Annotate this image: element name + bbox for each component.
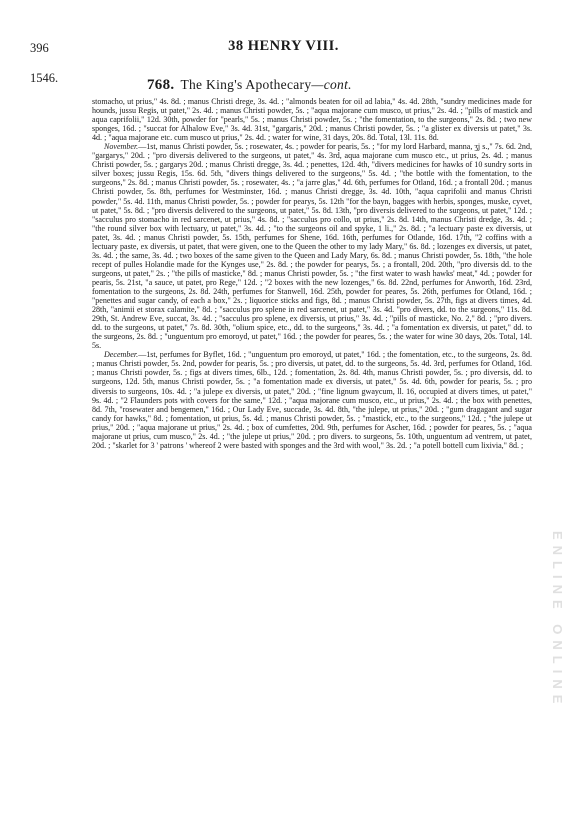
entry-continued: —cont. bbox=[311, 77, 352, 92]
running-title: 38 HENRY VIII. bbox=[228, 38, 339, 54]
paragraph-november bbox=[92, 142, 532, 350]
entry-body bbox=[92, 97, 532, 450]
paragraph-text: —1st, perfumes for Byflet, 16d. ; "unguentum pro emoroyd, ut patet," 16d. ; the fomentation, etc., to the surgeons, 2s. 8d. ; manus Christi powder, 5s. 2nd, powder for pearis, 5s. ; pro diversis, ut patet, dd. to the surgeons, 5s. 4d. 3rd, perfumes for Otland, 16d. ; manus Christi powder, 5s. ; figs at divers times, 6lb., 12d. ; fomentation, 2s. 8d. 4th, manus Christi powder, 5s. ; pro diversis, dd. to surgeons, 12d. 5th, manus Christi powder, 5s. ; "a fomentation made ex diversis, ut patet," 5s. 4d. 6th, powder for pearis, 5s. ; pro diversis to surgeons, 10s. 4d. ; "a julepe ex diversis, ut patet," 20d. ; "fine lignum gwaycum, ll. 16, occupied at divers times, ut patet," 9s. 4d. ; "2 Flaunders pots with covers for the same," 12d. ; "aqua majorane cum musco, etc., ut prius," 2s. 4d. ; the box with penettes, 8d. 7th, "rosewater and bengemen," 16d. ; Our Lady Eve, succade, 3s. 4d. 8th, "the julepe, ut prius," 20d. ; "gum dragagant and sugar candy for hawks," 8d. ; fomentation, ut prius, 5s. 4d. ; manus Christi powder, 5s. ; "mastick, etc., to the surgeons," 12d. ; "the julepe ut prius," 20d. ; "aqua majorane ut prius," 2s. 4d. ; box of cumfettes, 20d. 9th, perfumes for Ascher, 16d. ; powder for peares, 5s. ; "aqua majorane ut prius, cum musco," 2s. 4d. ; "the julepe ut prius," 20d. ; pro divers. to surgeons, 5s. 10th, unguentum ad ventrem, ut patet, 20d. ; "skarlet for 3 ' patrons ' whereof 2 were basted with sponges and the 3rd with wool," 3s. 2d. ; "a potell bottell cum lixivia," 8d. ; bbox=[92, 350, 532, 450]
month-label: December. bbox=[104, 350, 139, 360]
watermark: ENLINE ONLINE bbox=[550, 530, 565, 710]
paragraph-text: stomacho, ut prius," 4s. 8d. ; manus Christi drege, 3s. 4d. ; "almonds beaten for oil ad labia," 4s. 4d. 28th, "sundry medicines made for hounds, jussu Regis, ut patet," 2s. 4d. ; manus Christi powder, 5s. ; "aqua majorane cum musco, ut prius," 2s. 4d. ; "pills of mastick and aqua caprifolii," 12d. 30th, powder for "pearls," 5s. ; manus Christi powder, 5s. ; "the fomentation, to the surgeons," 2s. 8d. ; two new sponges, 16d. ; "succat for Alhalow Eve," 3s. 4d. 31st, "gargaris," 20d. ; manus Christi powder, 5s. ; "a glister ex diversis ut patet," 3s. 4d. ; "aqua majorane etc. cum musco ut prius," 2s. 4d. ; water for wine, 31 days, 20s. 8d. Total, 13l. 11s. 8d. bbox=[92, 97, 532, 143]
running-header bbox=[0, 38, 567, 60]
year-marginal: 1546. bbox=[30, 71, 59, 85]
paragraph-october-continued bbox=[92, 97, 532, 142]
page-number: 396 bbox=[30, 41, 49, 55]
month-label: November. bbox=[104, 142, 139, 152]
paragraph-text: —1st, manus Christi powder, 5s. ; rosewater, 4s. ; powder for pearis, 5s. ; "for my lord Harbard, manna, ʒj s.," 7s. 6d. 2nd, "gargarys," 20d. ; "pro diversis delivered to the surgeons, ut patet," 4s. 3rd, aqua majorane cum musco etc., ut prius, 2s. 4d. ; manus Christi powder, 5s. ; gargarys 20d. ; manus Christi dregge, 3s. 4d. ; penettes, 12d. 4th, "divers medicines for hawks of 10 sundry sorts in silver boxes; jussu Regis, 15s. 6d. 5th, "divers things delivered to the surgeons," 5s. 4d. ; "the bottle with the fomentation, to the surgeons," 2s. 8d. ; manus Christi powder, 5s. ; rosewater, 4s. ; "a jarre glas," 4d. 6th, perfumes for Otland, 16d. ; a frontall 20d. ; manus Christi powder, 5s. 8th, perfumes for Westminster, 16d. ; manus Christi dregge, 3s. 4d. 10th, "aqua caprifolii and manus Christi powder," 5s. 4d. 11th, manus Christi powder, 5s. ; powder for pearys, 5s. 12th "for the bayn, bagges with herbis, sponges, muske, cyvet, ut patet," 5s. 8d. ; "pro diversis delivered to the surgeons, ut patet," 5s. 8d. 13th, "pro diversis delivered to the surgeons, ut patet," 12d. ; "sacculus pro stomacho in red sarcenet, ut prius," 4s. 8d. ; "sacculus pro collo, ut prius," 2s. 8d. 14th, manus Christi dredge, 3s. 4d. ; "the round silver box with lectuary, ut patet," 3s. 4d. ; "to the surgeons oil and spyke, 1 li.," 2s. 8d. ; "a lectuary paste ex diversis, ut patet, 3s. 4d. ; manus Christi powder, 5s. 15th, perfumes for Shene, 16d. 16th, perfumes for Otlande, 16d. 17th, "2 coffins with a lectuary paste, ex diversis, ut patet, that were given, one to the Queen the other to my lady Mary," 6s. 8d. ; lozenges ex diversis, ut patet, 3s. 4d. ; the same, 3s. 4d. ; two boxes of the same given to the Queen and Lady Mary, 6s. 8d. ; manus Christi powder, 5s. 18th, "the hole recept of pulles Holandie made for the Kynges use," 2s. 8d. ; the powder for pearys, 5s. ; a frontall, 20d. 20th, "pro diversis dd. to the surgeons, ut patet," 2s. ; "the pills of masticke," 8d. ; manus Christi powder, 5s. ; "the first water to wash hawks' meat," 4d. ; powder for pearis, 5s. 21st, "a sauce, ut patet, pro Rege," 12d. ; "2 boxes with the new lozenges," 6s. 8d. 22nd, perfumes for Anworth, 16d. 23rd, fomentation to the surgeons, 2s. 8d. 24th, perfumes for Stanwell, 16d. 25th, powder for peares, 5s. 26th, perfumes for Otland, 16d. ; "penettes and sugar candy, of each a box," 2s. ; liquorice sticks and figs, 8d. ; manus Christi powder, 5s. 27th, figs at divers times, 4d. 28th, "animii et storax calamite," 8d. ; "sacculus pro splene in red sarcenet, ut patet," 3s. 4d. "pro divers, dd. to the surgeons," 11s. 8d. 29th, St. Andrew Eve, succat, 3s. 4d. ; "sacculus pro splene, ex diversis, ut prius," 3s. 4d. ; "pills of masticke, No. 2," 8d. ; "pro divers. dd. to the surgeons, ut patet," 7s. 8d. 30th, "olium spice, etc., dd. to the surgeons," 3s. 4d. ; "a fomentation ex diversis, ut patet," dd. to the surgeons, 2s. 8d. ; "unguentum pro emoroyd, ut patet," 16d. ; the powder for peares, 5s. ; the water for wine 30 days, 20s. Total, 14l. 5s. bbox=[92, 142, 532, 351]
entry-number: 768. bbox=[147, 77, 175, 93]
entry-title: The King's Apothecary bbox=[180, 77, 312, 92]
entry-heading bbox=[147, 77, 352, 94]
paragraph-december bbox=[92, 350, 532, 450]
